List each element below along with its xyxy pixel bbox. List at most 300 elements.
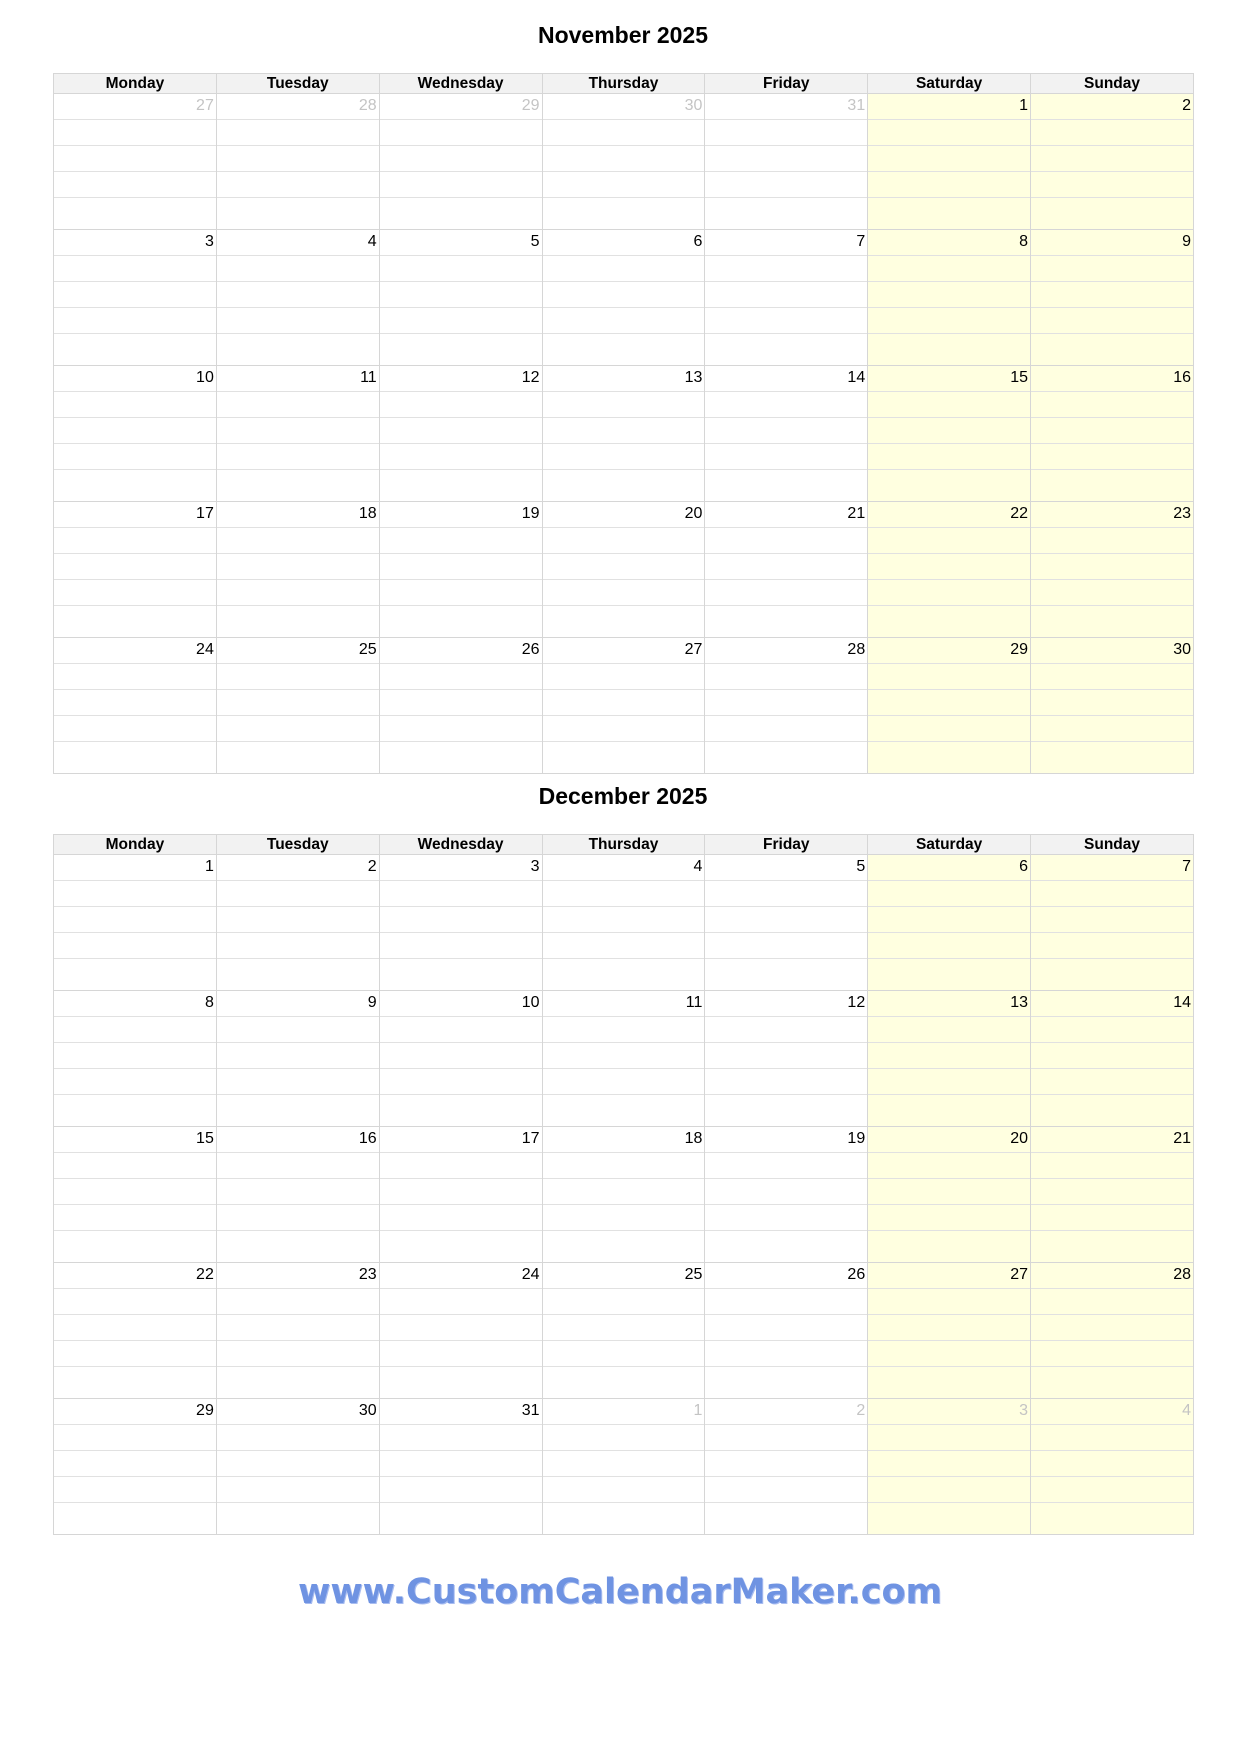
note-line[interactable] — [868, 146, 1031, 172]
day-cell[interactable] — [54, 502, 217, 528]
day-cell[interactable] — [542, 1399, 705, 1425]
note-line[interactable] — [379, 1043, 542, 1069]
note-line[interactable] — [868, 282, 1031, 308]
day-cell[interactable] — [379, 638, 542, 664]
day-cell[interactable] — [542, 1127, 705, 1153]
note-line[interactable] — [542, 198, 705, 230]
note-line[interactable] — [705, 198, 868, 230]
note-line[interactable] — [705, 1043, 868, 1069]
note-line[interactable] — [216, 1477, 379, 1503]
note-line[interactable] — [868, 172, 1031, 198]
note-line[interactable] — [1031, 1205, 1194, 1231]
note-line[interactable] — [216, 1315, 379, 1341]
note-line[interactable] — [705, 1095, 868, 1127]
note-line[interactable] — [379, 742, 542, 774]
note-line[interactable] — [379, 664, 542, 690]
note-line[interactable] — [542, 1315, 705, 1341]
note-line[interactable] — [379, 907, 542, 933]
note-line[interactable] — [216, 1043, 379, 1069]
note-line[interactable] — [54, 308, 217, 334]
note-line[interactable] — [54, 528, 217, 554]
note-line[interactable] — [1031, 664, 1194, 690]
note-line[interactable] — [216, 418, 379, 444]
note-line[interactable] — [542, 1503, 705, 1535]
note-line[interactable] — [379, 606, 542, 638]
note-line[interactable] — [216, 1425, 379, 1451]
note-line[interactable] — [868, 120, 1031, 146]
note-line[interactable] — [379, 470, 542, 502]
note-line[interactable] — [54, 933, 217, 959]
note-line[interactable] — [216, 1289, 379, 1315]
note-line[interactable] — [705, 664, 868, 690]
note-line[interactable] — [379, 528, 542, 554]
note-line[interactable] — [54, 1451, 217, 1477]
note-line[interactable] — [216, 282, 379, 308]
note-line[interactable] — [542, 308, 705, 334]
day-cell[interactable] — [1031, 1127, 1194, 1153]
note-line[interactable] — [542, 334, 705, 366]
note-line[interactable] — [216, 256, 379, 282]
note-line[interactable] — [868, 1341, 1031, 1367]
day-cell[interactable] — [1031, 502, 1194, 528]
day-cell[interactable] — [1031, 1399, 1194, 1425]
note-line[interactable] — [379, 1451, 542, 1477]
note-line[interactable] — [542, 392, 705, 418]
note-line[interactable] — [379, 1477, 542, 1503]
note-line[interactable] — [705, 716, 868, 742]
note-line[interactable] — [216, 554, 379, 580]
note-line[interactable] — [216, 444, 379, 470]
note-line[interactable] — [379, 1153, 542, 1179]
note-line[interactable] — [379, 444, 542, 470]
note-line[interactable] — [379, 1205, 542, 1231]
note-line[interactable] — [542, 1367, 705, 1399]
note-line[interactable] — [868, 1069, 1031, 1095]
day-cell[interactable] — [216, 638, 379, 664]
note-line[interactable] — [1031, 1341, 1194, 1367]
note-line[interactable] — [868, 528, 1031, 554]
note-line[interactable] — [705, 308, 868, 334]
note-line[interactable] — [54, 742, 217, 774]
note-line[interactable] — [1031, 690, 1194, 716]
note-line[interactable] — [542, 172, 705, 198]
note-line[interactable] — [868, 881, 1031, 907]
note-line[interactable] — [216, 606, 379, 638]
note-line[interactable] — [1031, 1503, 1194, 1535]
day-cell[interactable] — [868, 855, 1031, 881]
note-line[interactable] — [542, 716, 705, 742]
note-line[interactable] — [1031, 1017, 1194, 1043]
note-line[interactable] — [705, 1451, 868, 1477]
note-line[interactable] — [216, 959, 379, 991]
note-line[interactable] — [868, 907, 1031, 933]
day-cell[interactable] — [379, 1127, 542, 1153]
note-line[interactable] — [705, 1425, 868, 1451]
note-line[interactable] — [542, 1231, 705, 1263]
note-line[interactable] — [868, 1315, 1031, 1341]
day-cell[interactable] — [379, 502, 542, 528]
day-cell[interactable] — [54, 855, 217, 881]
note-line[interactable] — [54, 1179, 217, 1205]
note-line[interactable] — [542, 1153, 705, 1179]
note-line[interactable] — [216, 1205, 379, 1231]
note-line[interactable] — [1031, 1069, 1194, 1095]
note-line[interactable] — [868, 308, 1031, 334]
note-line[interactable] — [54, 120, 217, 146]
note-line[interactable] — [868, 1451, 1031, 1477]
note-line[interactable] — [216, 172, 379, 198]
day-cell[interactable] — [542, 94, 705, 120]
note-line[interactable] — [705, 606, 868, 638]
note-line[interactable] — [1031, 1367, 1194, 1399]
note-line[interactable] — [705, 881, 868, 907]
note-line[interactable] — [868, 742, 1031, 774]
note-line[interactable] — [379, 392, 542, 418]
note-line[interactable] — [542, 1017, 705, 1043]
note-line[interactable] — [216, 1153, 379, 1179]
day-cell[interactable] — [705, 94, 868, 120]
note-line[interactable] — [54, 1095, 217, 1127]
note-line[interactable] — [868, 334, 1031, 366]
note-line[interactable] — [216, 334, 379, 366]
note-line[interactable] — [379, 1341, 542, 1367]
note-line[interactable] — [542, 1205, 705, 1231]
note-line[interactable] — [705, 1477, 868, 1503]
day-cell[interactable] — [868, 366, 1031, 392]
note-line[interactable] — [1031, 282, 1194, 308]
note-line[interactable] — [542, 470, 705, 502]
note-line[interactable] — [705, 1069, 868, 1095]
day-cell[interactable] — [705, 638, 868, 664]
note-line[interactable] — [542, 1179, 705, 1205]
note-line[interactable] — [1031, 1315, 1194, 1341]
note-line[interactable] — [379, 256, 542, 282]
note-line[interactable] — [216, 742, 379, 774]
note-line[interactable] — [379, 308, 542, 334]
note-line[interactable] — [216, 1095, 379, 1127]
note-line[interactable] — [216, 198, 379, 230]
note-line[interactable] — [216, 392, 379, 418]
note-line[interactable] — [54, 444, 217, 470]
day-cell[interactable] — [1031, 366, 1194, 392]
day-cell[interactable] — [542, 366, 705, 392]
note-line[interactable] — [54, 716, 217, 742]
note-line[interactable] — [1031, 120, 1194, 146]
note-line[interactable] — [379, 716, 542, 742]
note-line[interactable] — [216, 308, 379, 334]
day-cell[interactable] — [54, 638, 217, 664]
day-cell[interactable] — [216, 94, 379, 120]
day-cell[interactable] — [379, 991, 542, 1017]
note-line[interactable] — [868, 554, 1031, 580]
note-line[interactable] — [54, 1367, 217, 1399]
day-cell[interactable] — [705, 366, 868, 392]
note-line[interactable] — [868, 1153, 1031, 1179]
day-cell[interactable] — [216, 855, 379, 881]
note-line[interactable] — [705, 1153, 868, 1179]
note-line[interactable] — [1031, 1477, 1194, 1503]
note-line[interactable] — [542, 554, 705, 580]
note-line[interactable] — [868, 1179, 1031, 1205]
day-cell[interactable] — [868, 1127, 1031, 1153]
note-line[interactable] — [868, 418, 1031, 444]
note-line[interactable] — [1031, 881, 1194, 907]
note-line[interactable] — [542, 1425, 705, 1451]
note-line[interactable] — [1031, 742, 1194, 774]
note-line[interactable] — [379, 690, 542, 716]
day-cell[interactable] — [379, 855, 542, 881]
day-cell[interactable] — [216, 230, 379, 256]
note-line[interactable] — [705, 392, 868, 418]
note-line[interactable] — [705, 1503, 868, 1535]
note-line[interactable] — [54, 198, 217, 230]
note-line[interactable] — [705, 282, 868, 308]
note-line[interactable] — [379, 198, 542, 230]
note-line[interactable] — [542, 664, 705, 690]
note-line[interactable] — [705, 554, 868, 580]
note-line[interactable] — [705, 1341, 868, 1367]
note-line[interactable] — [379, 1367, 542, 1399]
note-line[interactable] — [54, 1341, 217, 1367]
note-line[interactable] — [216, 470, 379, 502]
note-line[interactable] — [868, 1503, 1031, 1535]
note-line[interactable] — [379, 881, 542, 907]
note-line[interactable] — [705, 907, 868, 933]
day-cell[interactable] — [1031, 94, 1194, 120]
day-cell[interactable] — [54, 1127, 217, 1153]
note-line[interactable] — [379, 1503, 542, 1535]
note-line[interactable] — [54, 1043, 217, 1069]
note-line[interactable] — [1031, 1153, 1194, 1179]
note-line[interactable] — [705, 690, 868, 716]
day-cell[interactable] — [216, 991, 379, 1017]
note-line[interactable] — [54, 554, 217, 580]
note-line[interactable] — [1031, 1095, 1194, 1127]
note-line[interactable] — [542, 933, 705, 959]
note-line[interactable] — [868, 690, 1031, 716]
day-cell[interactable] — [216, 1127, 379, 1153]
day-cell[interactable] — [705, 1263, 868, 1289]
note-line[interactable] — [54, 1315, 217, 1341]
day-cell[interactable] — [54, 230, 217, 256]
day-cell[interactable] — [705, 1127, 868, 1153]
note-line[interactable] — [705, 334, 868, 366]
note-line[interactable] — [379, 172, 542, 198]
note-line[interactable] — [216, 146, 379, 172]
note-line[interactable] — [705, 528, 868, 554]
day-cell[interactable] — [1031, 230, 1194, 256]
note-line[interactable] — [1031, 528, 1194, 554]
day-cell[interactable] — [705, 991, 868, 1017]
note-line[interactable] — [1031, 256, 1194, 282]
note-line[interactable] — [379, 1179, 542, 1205]
note-line[interactable] — [868, 664, 1031, 690]
note-line[interactable] — [868, 198, 1031, 230]
note-line[interactable] — [868, 392, 1031, 418]
note-line[interactable] — [1031, 1289, 1194, 1315]
note-line[interactable] — [705, 580, 868, 606]
note-line[interactable] — [54, 959, 217, 991]
note-line[interactable] — [542, 959, 705, 991]
note-line[interactable] — [542, 742, 705, 774]
day-cell[interactable] — [216, 1263, 379, 1289]
note-line[interactable] — [54, 1205, 217, 1231]
note-line[interactable] — [542, 881, 705, 907]
note-line[interactable] — [379, 1315, 542, 1341]
note-line[interactable] — [379, 1289, 542, 1315]
day-cell[interactable] — [1031, 638, 1194, 664]
day-cell[interactable] — [379, 230, 542, 256]
note-line[interactable] — [705, 256, 868, 282]
day-cell[interactable] — [868, 94, 1031, 120]
note-line[interactable] — [705, 120, 868, 146]
note-line[interactable] — [542, 1477, 705, 1503]
note-line[interactable] — [705, 959, 868, 991]
day-cell[interactable] — [542, 502, 705, 528]
note-line[interactable] — [1031, 444, 1194, 470]
note-line[interactable] — [54, 1017, 217, 1043]
note-line[interactable] — [542, 1069, 705, 1095]
note-line[interactable] — [379, 1231, 542, 1263]
note-line[interactable] — [1031, 580, 1194, 606]
note-line[interactable] — [705, 172, 868, 198]
note-line[interactable] — [216, 690, 379, 716]
note-line[interactable] — [1031, 1425, 1194, 1451]
note-line[interactable] — [216, 1367, 379, 1399]
day-cell[interactable] — [216, 502, 379, 528]
note-line[interactable] — [216, 1179, 379, 1205]
note-line[interactable] — [216, 120, 379, 146]
note-line[interactable] — [542, 1451, 705, 1477]
note-line[interactable] — [1031, 933, 1194, 959]
note-line[interactable] — [1031, 418, 1194, 444]
note-line[interactable] — [54, 256, 217, 282]
note-line[interactable] — [705, 470, 868, 502]
note-line[interactable] — [705, 933, 868, 959]
note-line[interactable] — [705, 1367, 868, 1399]
note-line[interactable] — [379, 554, 542, 580]
note-line[interactable] — [1031, 308, 1194, 334]
note-line[interactable] — [705, 418, 868, 444]
note-line[interactable] — [54, 1477, 217, 1503]
note-line[interactable] — [1031, 392, 1194, 418]
note-line[interactable] — [54, 606, 217, 638]
note-line[interactable] — [705, 1315, 868, 1341]
note-line[interactable] — [705, 1179, 868, 1205]
note-line[interactable] — [54, 282, 217, 308]
day-cell[interactable] — [542, 1263, 705, 1289]
note-line[interactable] — [216, 580, 379, 606]
day-cell[interactable] — [216, 366, 379, 392]
note-line[interactable] — [379, 120, 542, 146]
day-cell[interactable] — [1031, 855, 1194, 881]
note-line[interactable] — [216, 1503, 379, 1535]
note-line[interactable] — [542, 1289, 705, 1315]
note-line[interactable] — [379, 282, 542, 308]
note-line[interactable] — [1031, 1231, 1194, 1263]
note-line[interactable] — [542, 256, 705, 282]
note-line[interactable] — [1031, 470, 1194, 502]
note-line[interactable] — [216, 716, 379, 742]
day-cell[interactable] — [868, 991, 1031, 1017]
note-line[interactable] — [542, 1043, 705, 1069]
note-line[interactable] — [379, 418, 542, 444]
note-line[interactable] — [379, 933, 542, 959]
note-line[interactable] — [1031, 606, 1194, 638]
note-line[interactable] — [54, 664, 217, 690]
note-line[interactable] — [379, 1095, 542, 1127]
note-line[interactable] — [216, 881, 379, 907]
note-line[interactable] — [54, 881, 217, 907]
day-cell[interactable] — [705, 230, 868, 256]
day-cell[interactable] — [379, 366, 542, 392]
note-line[interactable] — [379, 1017, 542, 1043]
note-line[interactable] — [1031, 146, 1194, 172]
note-line[interactable] — [705, 1231, 868, 1263]
note-line[interactable] — [54, 690, 217, 716]
note-line[interactable] — [54, 1069, 217, 1095]
note-line[interactable] — [54, 418, 217, 444]
note-line[interactable] — [216, 1017, 379, 1043]
note-line[interactable] — [868, 1017, 1031, 1043]
note-line[interactable] — [705, 1017, 868, 1043]
note-line[interactable] — [1031, 1043, 1194, 1069]
day-cell[interactable] — [54, 94, 217, 120]
note-line[interactable] — [868, 1095, 1031, 1127]
note-line[interactable] — [868, 1043, 1031, 1069]
note-line[interactable] — [705, 146, 868, 172]
day-cell[interactable] — [379, 94, 542, 120]
day-cell[interactable] — [705, 502, 868, 528]
note-line[interactable] — [1031, 334, 1194, 366]
day-cell[interactable] — [1031, 991, 1194, 1017]
day-cell[interactable] — [868, 1399, 1031, 1425]
note-line[interactable] — [868, 444, 1031, 470]
note-line[interactable] — [379, 1069, 542, 1095]
note-line[interactable] — [868, 959, 1031, 991]
day-cell[interactable] — [705, 855, 868, 881]
note-line[interactable] — [868, 1231, 1031, 1263]
note-line[interactable] — [705, 742, 868, 774]
day-cell[interactable] — [868, 638, 1031, 664]
note-line[interactable] — [216, 1451, 379, 1477]
note-line[interactable] — [379, 580, 542, 606]
note-line[interactable] — [542, 282, 705, 308]
note-line[interactable] — [868, 1289, 1031, 1315]
day-cell[interactable] — [54, 1263, 217, 1289]
note-line[interactable] — [1031, 554, 1194, 580]
day-cell[interactable] — [868, 502, 1031, 528]
note-line[interactable] — [542, 418, 705, 444]
note-line[interactable] — [54, 1425, 217, 1451]
note-line[interactable] — [705, 1289, 868, 1315]
note-line[interactable] — [868, 580, 1031, 606]
note-line[interactable] — [54, 1231, 217, 1263]
note-line[interactable] — [54, 1503, 217, 1535]
note-line[interactable] — [542, 120, 705, 146]
note-line[interactable] — [1031, 172, 1194, 198]
note-line[interactable] — [379, 146, 542, 172]
note-line[interactable] — [379, 959, 542, 991]
day-cell[interactable] — [705, 1399, 868, 1425]
note-line[interactable] — [216, 528, 379, 554]
day-cell[interactable] — [379, 1399, 542, 1425]
day-cell[interactable] — [379, 1263, 542, 1289]
note-line[interactable] — [54, 470, 217, 502]
note-line[interactable] — [868, 606, 1031, 638]
note-line[interactable] — [868, 1477, 1031, 1503]
note-line[interactable] — [1031, 198, 1194, 230]
